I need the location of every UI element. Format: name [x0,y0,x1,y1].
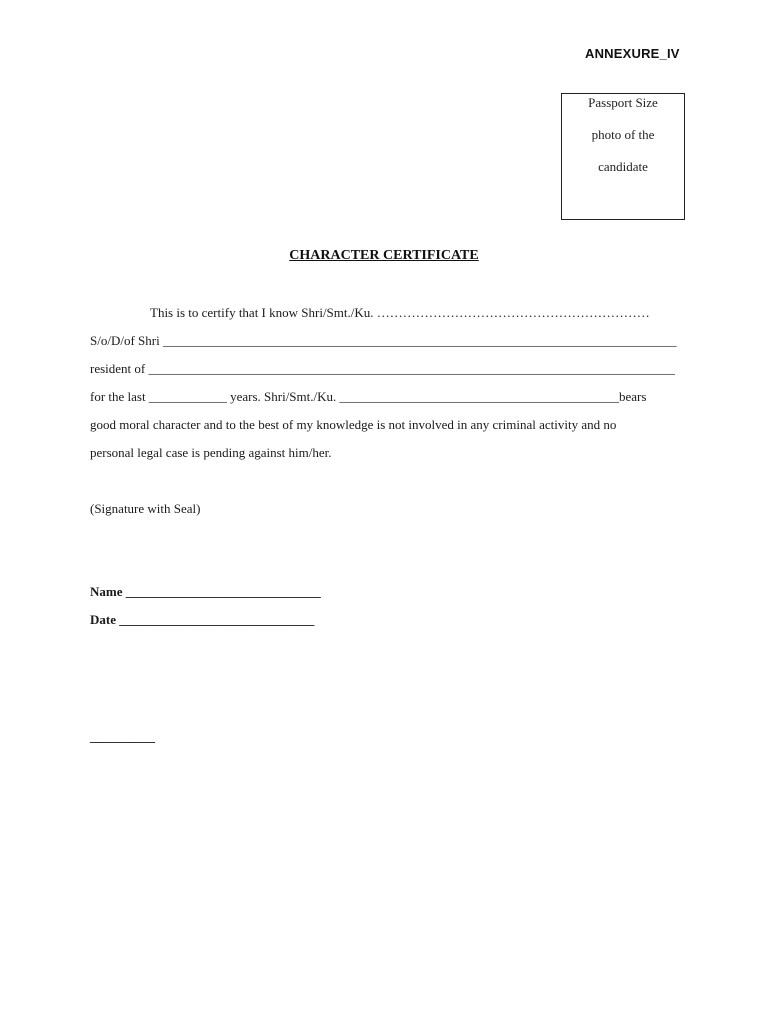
date-field: Date ______________________________ [90,612,315,627]
body-line-character: good moral character and to the best of my knowledge is not involved in any criminal activity and no [90,417,617,432]
body-line-legal: personal legal case is pending against him/her. [90,445,332,460]
name-field: Name ______________________________ [90,584,321,599]
footer-rule: __________ [90,729,155,744]
body-line-years: for the last ____________ years. Shri/Smt./Ku. ___________________________________________bears [90,389,647,404]
photo-box-line-3: candidate [598,159,648,174]
photo-box-line-1: Passport Size [588,95,658,110]
annexure-label: ANNEXURE_IV [585,46,680,61]
photo-box-line-2: photo of the [591,127,655,142]
certificate-title: CHARACTER CERTIFICATE [289,248,479,263]
body-line-parent: S/o/D/of Shri _______________________________________________________________________________ [90,333,677,348]
body-line-resident: resident of _________________________________________________________________________________ [90,361,675,376]
body-line-certify: This is to certify that I know Shri/Smt./Ku. ……………………………………………………… [150,305,650,320]
signature-with-seal: (Signature with Seal) [90,501,201,516]
passport-photo-box [561,93,685,220]
